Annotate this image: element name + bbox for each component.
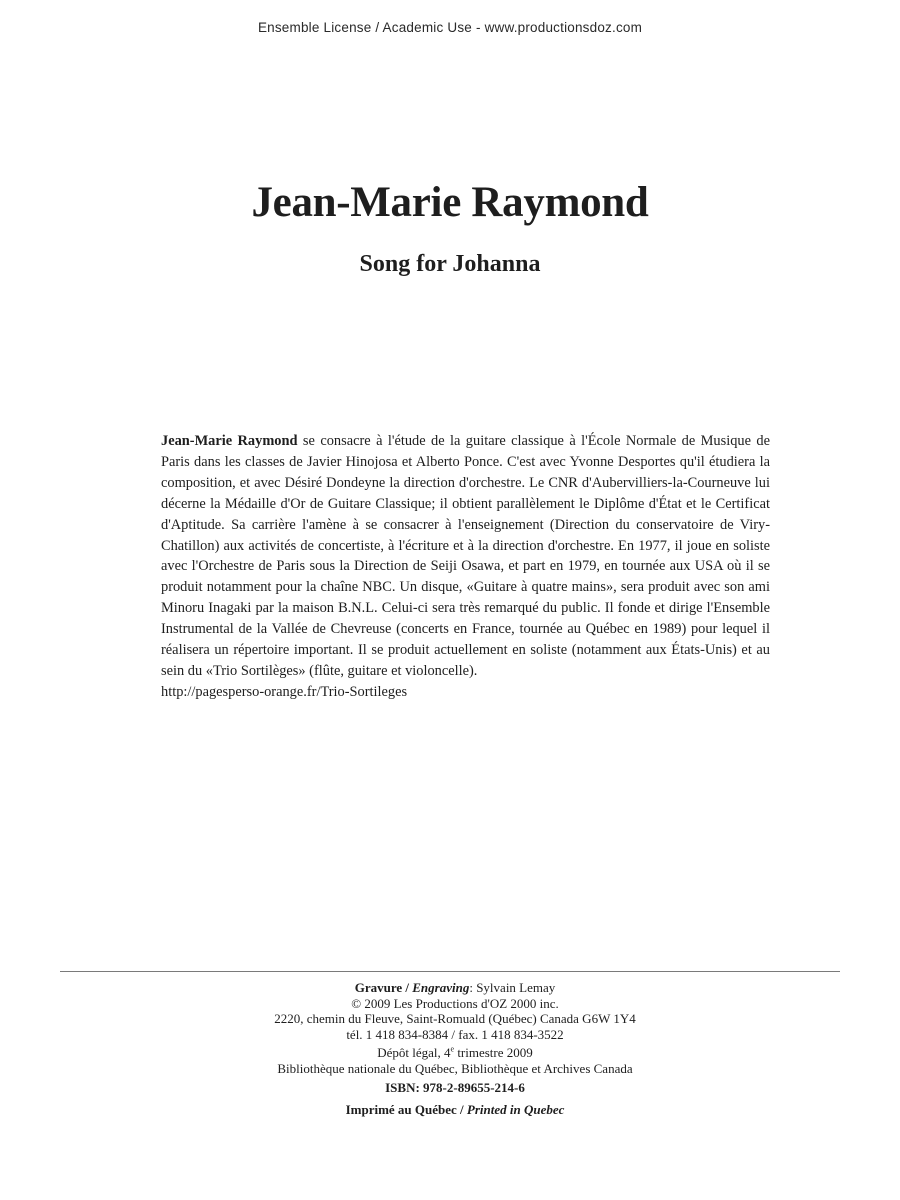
footer-divider [60, 971, 840, 972]
legal-deposit-superscript: e [450, 1044, 455, 1054]
printed-fr: Imprimé au Québec [345, 1101, 457, 1117]
biography-name: Jean-Marie Raymond [161, 433, 298, 449]
publisher-phone-fax: tél. 1 418 834-8384 / fax. 1 418 834-3522 [346, 1026, 564, 1042]
printed-separator: / [456, 1101, 467, 1117]
work-title: Song for Johanna [359, 251, 541, 277]
printed-in [0, 1102, 900, 1118]
engraving-separator: / [402, 980, 413, 995]
publisher-address: 2220, chemin du Fleuve, Saint-Romuald (Québec) Canada G6W 1Y4 [274, 1011, 636, 1026]
isbn: ISBN: 978-2-89655-214-6 [385, 1080, 525, 1095]
colophon [0, 980, 900, 1117]
engraving-credit [0, 980, 900, 996]
biography-url[interactable]: http://pagesperso-orange.fr/Trio-Sortileges [161, 683, 408, 700]
engraving-value: : Sylvain Lemay [469, 980, 556, 995]
printed-en: Printed in Quebec [466, 1101, 565, 1117]
legal-deposit [0, 1045, 900, 1061]
legal-deposit-prefix: Dépôt légal, 4 [377, 1045, 451, 1060]
license-notice: Ensemble License / Academic Use - www.productionsdoz.com [257, 20, 643, 35]
engraving-label-en: Engraving [412, 980, 470, 995]
biography-text: se consacre à l'étude de la guitare classique à l'École Normale de Musique de Paris dans les classes de Javier Hinojosa et Alberto Ponce. C'est avec Yvonne Desportes qu'il étudiera la composition, et avec Désiré Dondeyne la direction d'orchestre. Le CNR d'Aubervilliers-la-Courneuve lui décerne la Médaille d'Or de Guitare Classique; il obtient parallèlement le Diplôme d'État et le Certificat d'Aptitude. Sa carrière l'amène à se consacrer à l'enseignement (Direction du conservatoire de Viry-Chatillon) aux activités de concertiste, à l'écriture et à la direction d'orchestre. En 1977, il joue en soliste avec l'Orchestre de Paris sous la Direction de Seiji Osawa, et part en 1979, en tournée aux USA où il se produit notamment pour la chaîne NBC. Un disque, «Guitare à quatre mains», sera produit avec son ami Minoru Inagaki par la maison B.N.L. Celui-ci sera très remarqué du public. Il fonde et dirige l'Ensemble Instrumental de la Vallée de Chevreuse (concerts en France, tournée au Québec en 1989) pour lequel il réalisera un répertoire important. Il se produit actuellement en soliste (notamment aux États-Unis) et au sein du «Trio Sortilèges» (flûte, guitare et violoncelle). [161, 433, 770, 679]
libraries-line: Bibliothèque nationale du Québec, Bibliothèque et Archives Canada [277, 1060, 633, 1076]
legal-deposit-suffix: trimestre 2009 [454, 1045, 533, 1060]
composer-name: Jean-Marie Raymond [251, 179, 649, 226]
engraving-label-fr: Gravure [354, 980, 403, 995]
copyright-line: © 2009 Les Productions d'OZ 2000 inc. [351, 995, 559, 1011]
biography [161, 431, 770, 703]
